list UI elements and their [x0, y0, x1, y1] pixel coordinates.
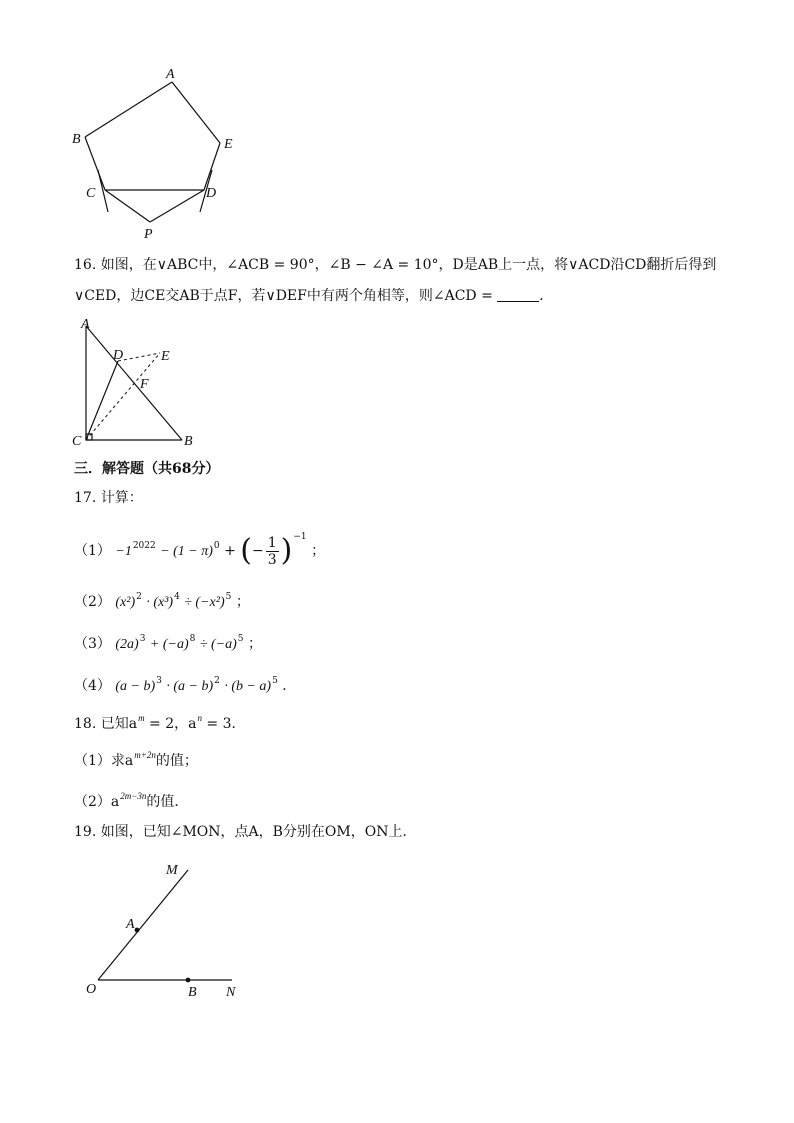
q17-p2-t1: (x²)	[115, 595, 136, 610]
q18-stem	[74, 709, 246, 733]
q17-part4	[74, 672, 296, 696]
q17-p4-e3: 5	[272, 676, 278, 686]
label-P: P	[144, 227, 153, 242]
q17-prompt: 计算：	[100, 490, 143, 506]
q17-part3	[74, 630, 262, 654]
q17-p2-e2: 4	[174, 592, 180, 602]
q17-p1-exp2: 0	[213, 541, 220, 551]
label-B: B	[188, 985, 197, 1000]
q18-stem-b: = 2，a	[144, 716, 197, 732]
q17-number: 17.	[74, 490, 97, 506]
q16-line2	[74, 287, 553, 305]
q17-p1-t2: − (1 − π)	[160, 544, 213, 559]
q16-text-1: 如图，在∨ABC中，∠ACB = 90°，∠B − ∠A = 10°，D是AB上一点，将∨ACD沿CD翻折后得到	[100, 257, 717, 273]
q18-p2-label: （2）a	[74, 794, 120, 810]
q17-p4-label: （4）	[74, 678, 111, 694]
label-A: A	[166, 67, 175, 82]
q17-p1-exp1: 2022	[132, 541, 156, 551]
q17-p4-t1: (a − b)	[115, 679, 156, 694]
q17-p4-e2: 2	[214, 676, 220, 686]
q17-p4-t3: · (b − a)	[224, 679, 272, 694]
q17-p1-label: （1）	[74, 543, 111, 559]
q17-p2-e3: 5	[225, 592, 232, 602]
q17-p2-label: （2）	[74, 594, 111, 610]
q17-p1-t1: −1	[115, 544, 132, 559]
q18-stem-m: m	[138, 713, 145, 723]
q17-p3-t1: (2a)	[115, 637, 139, 652]
q17-p4-t2: · (a − b)	[166, 679, 214, 694]
label-E: E	[161, 349, 170, 364]
q18-stem-n: n	[197, 713, 202, 723]
q17-p2-e1: 2	[136, 592, 142, 602]
label-A: A	[126, 917, 135, 932]
q17-p2-end: ；	[235, 594, 250, 610]
q18-stem-c: = 3．	[201, 716, 246, 732]
q17-p4-e1: 3	[156, 676, 162, 686]
q17-p1-t3: +	[224, 543, 236, 559]
q19-text: 如图，已知∠MON，点A，B分别在OM，ON上．	[100, 824, 417, 840]
pentagon-figure	[60, 62, 260, 242]
q18-stem-a: 已知a	[100, 716, 138, 732]
q17-stem	[74, 489, 143, 507]
q18-number: 18.	[74, 716, 97, 732]
q17-p2-t2: · (x³)	[146, 595, 174, 610]
q18-part2	[74, 787, 188, 811]
q16-text-end: ．	[539, 288, 554, 304]
q18-part1	[74, 746, 198, 770]
q19-stem	[74, 823, 416, 841]
q17-p3-t3: ÷ (−a)	[199, 637, 237, 652]
q17-p3-end: ；	[247, 636, 262, 652]
q17-part1: $(1) -1^{2022} - (1 - \pi)^0$ + (− $\frac{1}{3}$ )$^{-1}$ ；	[74, 532, 326, 568]
label-A: A	[81, 317, 90, 332]
q17-p3-e1: 3	[139, 634, 146, 644]
section-3-heading: 三．解答题（共68分）	[74, 461, 220, 477]
q17-p1-fraction	[266, 535, 279, 568]
q16-text-2: ∨CED，边CE交AB于点F，若∨DEF中有两个角相等，则∠ACD =	[74, 288, 493, 304]
q17-p3-label: （3）	[74, 636, 111, 652]
label-D: D	[206, 186, 217, 201]
point-A	[135, 928, 140, 933]
answer-blank[interactable]	[497, 287, 539, 302]
label-M: M	[166, 863, 178, 878]
q19-number: 19.	[74, 824, 97, 840]
q18-p2-end: 的值．	[146, 794, 189, 810]
point-B	[186, 978, 191, 983]
q17-p1-den: 3	[267, 551, 277, 568]
angle-figure	[80, 856, 260, 1006]
q16-line1	[74, 256, 716, 274]
q17-p2-t3: ÷ (−x²)	[184, 595, 225, 610]
q18-p1-exp: m+2n	[134, 750, 156, 760]
q17-p3-e2: 8	[189, 634, 196, 644]
triangle-figure	[68, 314, 208, 450]
q17-p1-num: 1	[267, 534, 277, 551]
q17-p1-exp3: −1	[293, 532, 307, 542]
label-B: B	[72, 132, 81, 147]
label-C: C	[72, 434, 82, 449]
q17-p4-end: ．	[282, 678, 297, 694]
q17-p3-t2: + (−a)	[149, 637, 189, 652]
label-O: O	[86, 982, 97, 997]
q16-number: 16.	[74, 257, 97, 273]
label-F: F	[140, 377, 149, 392]
q17-p3-e3: 5	[237, 634, 244, 644]
q17-p1-end: ；	[311, 543, 326, 559]
label-E: E	[224, 137, 233, 152]
q18-p2-exp: 2m−3n	[120, 791, 147, 801]
label-C: C	[86, 186, 96, 201]
q18-p1-end: 的值；	[155, 753, 198, 769]
q18-p1-label: （1）求a	[74, 753, 134, 769]
label-N: N	[226, 985, 236, 1000]
label-B: B	[184, 434, 193, 449]
label-D: D	[113, 348, 124, 363]
q17-part2	[74, 588, 250, 612]
